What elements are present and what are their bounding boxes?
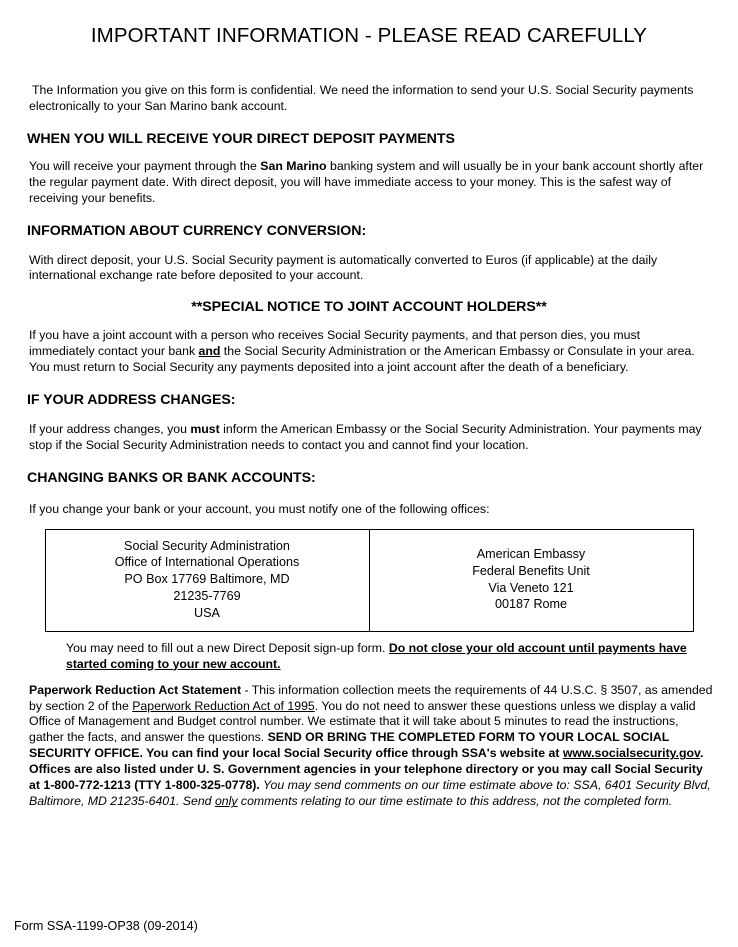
spacer xyxy=(0,632,738,641)
pra-bold-send-or-bring: SEND OR BRING THE COMPLETED FORM TO YOUR LOCAL SOCIAL SECURITY OFFICE. You can find your local Social Security office through SSA's website at xyxy=(29,730,670,761)
form-number: Form SSA-1199-OP38 (09-2014) xyxy=(14,919,198,933)
spacer xyxy=(0,518,738,529)
address-line: 21235-7769 xyxy=(173,588,241,603)
ja-text-part-2: the Social Security Administration or the American Embassy or Consulate in your area. You must return to Social Security any payments deposited into a joint account after the death of a beneficiary. xyxy=(29,343,695,374)
address-line: 00187 Rome xyxy=(494,597,568,612)
paragraph-paperwork-reduction-act xyxy=(0,683,738,811)
pra-bold-phone-info: . Offices are also listed under U. S. Government agencies in your telephone directory or you may call Social Security at 1-800-772-1213 (TTY 1-800-325-0778). xyxy=(29,746,704,793)
spacer xyxy=(0,239,738,253)
pra-italic-comments-1: You may send comments on our time estimate above to: SSA, 6401 Security Blvd, Baltimore, MD 21235-6401. Send xyxy=(29,778,711,809)
ja-text-part-1: If you have a joint account with a person who receives Social Security payments, and that person dies, you must immediately contact your bank xyxy=(29,328,641,358)
spacer xyxy=(0,454,738,470)
address-line: Via Veneto 121 xyxy=(488,580,574,595)
ssa-website-link[interactable]: www.socialsecurity.gov xyxy=(562,746,700,761)
signup-emphasis-warning: Do not close your old account until payments have started coming to your new account. xyxy=(66,640,687,671)
office-cell-ssa xyxy=(45,529,369,631)
address-line: PO Box 17769 Baltimore, MD xyxy=(124,572,290,587)
paragraph-currency-conversion: With direct deposit, your U.S. Social Security payment is automatically converted to Euros (if applicable) at the daily international exchange rate before deposited to your account. xyxy=(29,252,658,283)
spacer xyxy=(0,114,738,131)
paragraph-joint-account xyxy=(0,328,738,375)
dd-text-part-2: banking system and will usually be in your bank account shortly after the regular payment date. With direct deposit, you will have immediate access to your money. This is the safest way of receiving your benefits. xyxy=(29,159,704,205)
heading-changing-banks: CHANGING BANKS OR BANK ACCOUNTS: xyxy=(27,469,316,486)
address-line: USA xyxy=(194,605,220,620)
pra-bold-statement-label: Paperwork Reduction Act Statement xyxy=(29,682,242,697)
office-addresses-table xyxy=(45,529,694,632)
spacer xyxy=(0,375,738,392)
page-title: IMPORTANT INFORMATION - PLEASE READ CAREFULLY xyxy=(90,24,648,47)
heading-currency-conversion: INFORMATION ABOUT CURRENCY CONVERSION: xyxy=(27,222,367,239)
pra-italic-comments-2: comments relating to our time estimate to this address, not the completed form. xyxy=(237,794,673,809)
spacer xyxy=(0,486,738,502)
dd-bold-san-marino: San Marino xyxy=(260,159,327,174)
paragraph-changing-banks-intro: If you change your bank or your account, you must notify one of the following offices: xyxy=(29,501,490,516)
spacer xyxy=(0,673,738,683)
ac-text-part-2: inform the American Embassy or the Social Security Administration. Your payments may stop if the Social Security Administration needs to contact you and cannot find your location. xyxy=(29,422,702,453)
pra-underline-act-1995: Paperwork Reduction Act of 1995 xyxy=(132,698,315,713)
dd-text-part-1: You will receive your payment through the xyxy=(29,159,261,174)
spacer xyxy=(0,284,738,299)
paragraph-signup-note xyxy=(0,641,738,673)
spacer xyxy=(0,207,738,223)
heading-address-changes: IF YOUR ADDRESS CHANGES: xyxy=(27,392,236,409)
ja-emphasis-and: and xyxy=(198,343,221,358)
heading-joint-account-notice: **SPECIAL NOTICE TO JOINT ACCOUNT HOLDERS** xyxy=(191,299,547,316)
address-line: American Embassy xyxy=(476,547,586,562)
spacer xyxy=(0,408,738,422)
address-line: Office of International Operations xyxy=(114,555,300,570)
heading-direct-deposit: WHEN YOU WILL RECEIVE YOUR DIRECT DEPOSIT PAYMENTS xyxy=(27,131,455,148)
intro-paragraph: The Information you give on this form is confidential. We need the information to send your U.S. Social Security payments electronically to your San Marino bank account. xyxy=(29,83,694,113)
paragraph-direct-deposit xyxy=(0,159,738,206)
spacer xyxy=(0,48,738,67)
ac-bold-must: must xyxy=(190,422,220,437)
pra-italic-underline-only: only xyxy=(214,794,238,809)
table-row xyxy=(45,529,693,631)
address-line: Federal Benefits Unit xyxy=(472,563,590,578)
paragraph-address-changes xyxy=(0,422,738,453)
ac-text-part-1: If your address changes, you xyxy=(29,422,191,437)
address-line: Social Security Administration xyxy=(124,538,290,553)
pra-text-part-1: - This information collection meets the requirements of 44 U.S.C. § 3507, as amended by section 2 of the xyxy=(29,682,713,713)
pra-text-part-2: . You do not need to answer these questions unless we display a valid Office of Management and Budget control number. We estimate that it will take about 5 minutes to read the instructions, gather the facts, and answer the questions. xyxy=(29,698,696,745)
spacer xyxy=(0,315,738,328)
signup-text-part-1: You may need to fill out a new Direct Deposit sign-up form. xyxy=(66,640,389,655)
spacer xyxy=(0,147,738,159)
office-cell-embassy xyxy=(369,529,693,631)
